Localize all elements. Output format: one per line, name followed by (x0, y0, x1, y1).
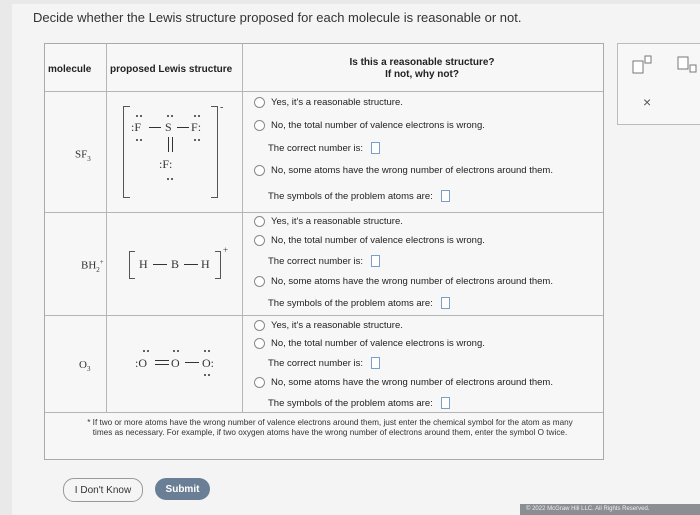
atom-left-fluorine: :F (131, 120, 142, 134)
left-bracket (123, 106, 130, 198)
bh2-problem-atoms: The symbols of the problem atoms are: (268, 297, 450, 309)
bond-single (185, 362, 199, 363)
header-divider (45, 91, 603, 92)
sf3-correct-number: The correct number is: (268, 142, 380, 154)
right-bracket (215, 251, 221, 279)
header-question-line1: Is this a reasonable structure? (349, 57, 495, 68)
atom-right-oxygen: O: (202, 356, 215, 370)
footnote: * If two or more atoms have the wrong number of valence electrons around them, just enter the chemical symbol for the atom as many times as necessary. For example, if two oxygen atoms have the wrong number of electrons around them, enter the symbol O twice. (87, 418, 573, 437)
atom-left-oxygen: :O (135, 356, 148, 370)
sf3-option-wrong-atoms[interactable]: No, some atoms have the wrong number of electrons around them. (254, 165, 553, 176)
o3-correct-number: The correct number is: (268, 357, 380, 369)
lewis-structure-o3 (135, 344, 245, 384)
subscript-tool-icon[interactable] (676, 55, 694, 73)
radio-icon[interactable] (254, 97, 265, 108)
question-prompt: Decide whether the Lewis structure proposed for each molecule is reasonable or not. (33, 10, 522, 25)
sf3-problem-atoms: The symbols of the problem atoms are: (268, 190, 450, 202)
o3-option-wrong-atoms[interactable]: No, some atoms have the wrong number of electrons around them. (254, 377, 553, 388)
o3-option-wrong-total[interactable]: No, the total number of valence electrons is wrong. (254, 338, 485, 349)
radio-icon[interactable] (254, 216, 265, 227)
header-question-line2: If not, why not? (385, 69, 459, 80)
sf3-option-wrong-total[interactable]: No, the total number of valence electrons is wrong. (254, 120, 485, 131)
copyright-footer: © 2022 McGraw Hill LLC. All Rights Reserved. (520, 504, 700, 515)
o3-problem-atoms: The symbols of the problem atoms are: (268, 397, 450, 409)
header-molecule: molecule (48, 64, 92, 75)
atom-right-fluorine: F: (191, 120, 202, 134)
superscript-tool-icon[interactable] (631, 55, 649, 73)
bh2-correct-number: The correct number is: (268, 255, 380, 267)
row-divider-3 (45, 412, 603, 413)
o3-correct-number-input[interactable] (371, 357, 380, 369)
bond-s-f (177, 127, 189, 128)
lewis-structure-sf3 (121, 102, 233, 202)
radio-icon[interactable] (254, 320, 265, 331)
row-divider-2 (45, 315, 603, 316)
header-lewis: proposed Lewis structure (110, 64, 233, 75)
question-table (44, 43, 604, 460)
bond-f-s (149, 127, 161, 128)
radio-icon[interactable] (254, 165, 265, 176)
sf3-option-yes[interactable]: Yes, it's a reasonable structure. (254, 97, 403, 108)
atom-left-hydrogen: H (139, 257, 148, 271)
col-divider-1 (106, 44, 107, 412)
atom-center-oxygen: O (171, 356, 180, 370)
right-bracket (211, 106, 218, 198)
molecule-o3: $O_3$ (79, 359, 91, 374)
bh2-option-wrong-atoms[interactable]: No, some atoms have the wrong number of electrons around them. (254, 276, 553, 287)
o3-problem-atoms-input[interactable] (441, 397, 450, 409)
bh2-problem-atoms-input[interactable] (441, 297, 450, 309)
left-bracket (129, 251, 135, 279)
charge-sign: + (223, 245, 229, 255)
sf3-correct-number-input[interactable] (371, 142, 380, 154)
atom-bottom-fluorine: :F: (159, 157, 173, 171)
radio-icon[interactable] (254, 120, 265, 131)
bond-double-a (155, 360, 169, 361)
atom-boron: B (171, 257, 180, 271)
bh2-correct-number-input[interactable] (371, 255, 380, 267)
atom-right-hydrogen: H (201, 257, 210, 271)
bh2-option-yes[interactable]: Yes, it's a reasonable structure. (254, 216, 403, 227)
header-question (243, 57, 601, 81)
atom-sulfur: S (165, 120, 172, 134)
dont-know-button[interactable]: I Don't Know (63, 478, 143, 502)
molecule-bh2: $BH_2^+$ (81, 258, 104, 274)
radio-icon[interactable] (254, 338, 265, 349)
row-divider-1 (45, 212, 603, 213)
o3-option-yes[interactable]: Yes, it's a reasonable structure. (254, 320, 403, 331)
charge-sign: - (220, 102, 224, 113)
sf3-problem-atoms-input[interactable] (441, 190, 450, 202)
radio-icon[interactable] (254, 377, 265, 388)
bond-double-2 (172, 137, 173, 152)
lewis-structure-bh2 (129, 245, 229, 281)
molecule-sf3: $SF_3$ (75, 148, 91, 163)
bh2-option-wrong-total[interactable]: No, the total number of valence electrons is wrong. (254, 235, 485, 246)
submit-button[interactable]: Submit (155, 478, 210, 500)
bond-h-b (153, 264, 167, 265)
bond-b-h (184, 264, 198, 265)
bond-double-1 (168, 137, 169, 152)
close-icon[interactable]: × (643, 94, 652, 110)
radio-icon[interactable] (254, 276, 265, 287)
radio-icon[interactable] (254, 235, 265, 246)
bond-double-b (155, 364, 169, 365)
